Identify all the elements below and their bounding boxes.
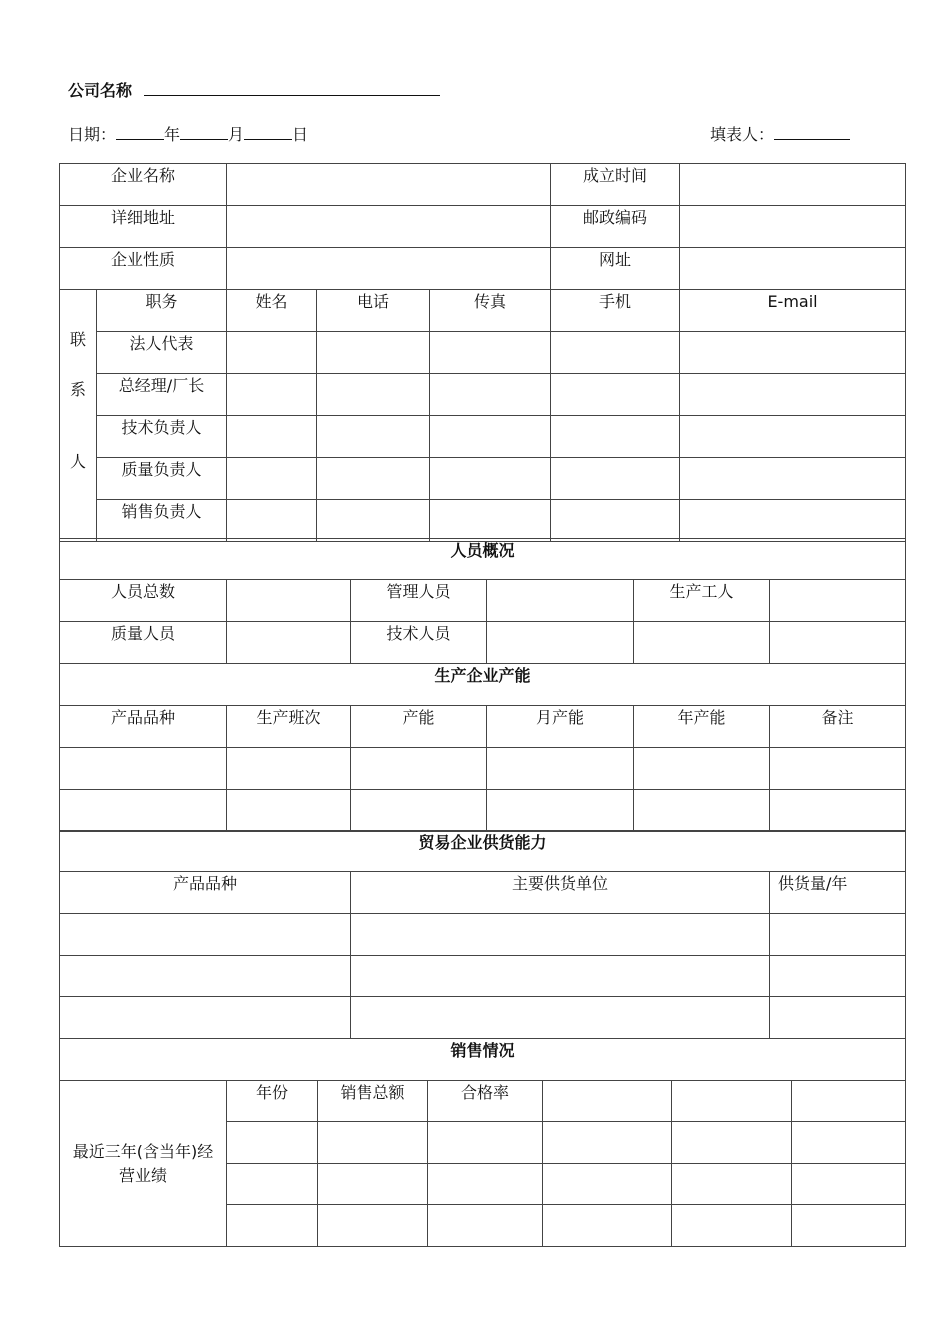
sales-header-cell: 年份: [227, 1081, 318, 1122]
contacts-role-cell: 法人代表: [97, 332, 227, 374]
contacts-input[interactable]: [430, 416, 551, 458]
contacts-input[interactable]: [680, 416, 906, 458]
filler-line: [710, 122, 850, 145]
contacts-role-cell: 总经理/厂长: [97, 374, 227, 416]
production-input[interactable]: [770, 748, 906, 790]
contacts-header-cell: 传真: [430, 290, 551, 332]
staff-total-input[interactable]: [227, 580, 351, 622]
staff-workers-input[interactable]: [770, 580, 906, 622]
contacts-input[interactable]: [227, 332, 317, 374]
address-input[interactable]: [227, 206, 551, 248]
sales-header-cell: 销售总额: [318, 1081, 428, 1122]
staff-blank-cell[interactable]: [634, 622, 770, 664]
sales-input[interactable]: [672, 1164, 792, 1205]
production-input[interactable]: [227, 748, 351, 790]
sales-input[interactable]: [543, 1122, 672, 1164]
address-cell: 详细地址: [60, 206, 227, 248]
staff-management-input[interactable]: [487, 580, 634, 622]
contacts-input[interactable]: [551, 500, 680, 542]
basic-contacts-table: [59, 163, 906, 542]
established-input[interactable]: [680, 164, 906, 206]
trade-input[interactable]: [770, 956, 906, 997]
company-name-line: [68, 78, 440, 101]
contacts-char-2: 系: [69, 380, 86, 399]
year-label: 年: [164, 125, 181, 144]
trade-header-cell: 主要供货单位: [351, 872, 770, 914]
company-name-cell: 企业名称: [60, 164, 227, 206]
trade-table: [59, 830, 906, 1039]
production-input[interactable]: [770, 790, 906, 832]
staff-workers-label: 生产工人: [634, 580, 770, 622]
staff-section-title: 人员概况: [60, 539, 906, 580]
sales-table: [59, 1038, 906, 1247]
postcode-cell: 邮政编码: [551, 206, 680, 248]
trade-input[interactable]: [770, 997, 906, 1039]
staff-total-label: 人员总数: [60, 580, 227, 622]
sales-input[interactable]: [543, 1164, 672, 1205]
trade-header-cell: 产品品种: [60, 872, 351, 914]
established-cell: 成立时间: [551, 164, 680, 206]
contacts-input[interactable]: [680, 500, 906, 542]
staff-management-text: 管理人员: [386, 582, 451, 601]
sales-input[interactable]: [227, 1122, 318, 1164]
staff-management-label: [351, 580, 487, 622]
staff-production-table: [59, 538, 906, 832]
contacts-input[interactable]: [680, 458, 906, 500]
sales-input[interactable]: [792, 1205, 906, 1247]
sales-input[interactable]: [792, 1081, 906, 1122]
production-input[interactable]: [60, 790, 227, 832]
nature-cell: 企业性质: [60, 248, 227, 290]
contacts-header-cell: 职务: [97, 290, 227, 332]
contacts-input[interactable]: [317, 374, 430, 416]
contacts-header-cell: 姓名: [227, 290, 317, 332]
contacts-input[interactable]: [317, 416, 430, 458]
sales-input[interactable]: [227, 1205, 318, 1247]
contacts-input[interactable]: [317, 500, 430, 542]
trade-input[interactable]: [60, 997, 351, 1039]
trade-input[interactable]: [60, 956, 351, 997]
contacts-input[interactable]: [680, 374, 906, 416]
day-blank[interactable]: [244, 125, 292, 140]
staff-quality-label: 质量人员: [60, 622, 227, 664]
sales-input[interactable]: [792, 1122, 906, 1164]
production-input[interactable]: [634, 748, 770, 790]
company-name-input[interactable]: [227, 164, 551, 206]
date-label: 日期：: [68, 125, 117, 144]
production-input[interactable]: [351, 748, 487, 790]
sales-input[interactable]: [672, 1081, 792, 1122]
sales-input[interactable]: [227, 1164, 318, 1205]
contacts-input[interactable]: [430, 374, 551, 416]
production-input[interactable]: [634, 790, 770, 832]
production-input[interactable]: [227, 790, 351, 832]
sales-input[interactable]: [672, 1122, 792, 1164]
contacts-input[interactable]: [551, 374, 680, 416]
staff-technical-input[interactable]: [487, 622, 634, 664]
production-input[interactable]: [487, 748, 634, 790]
contacts-role-cell: 技术负责人: [97, 416, 227, 458]
trade-input[interactable]: [351, 956, 770, 997]
date-line: [68, 122, 308, 145]
contacts-input[interactable]: [430, 458, 551, 500]
website-input[interactable]: [680, 248, 906, 290]
contacts-header-cell: E-mail: [680, 290, 906, 332]
sales-input[interactable]: [428, 1164, 543, 1205]
contacts-char-1: 联: [69, 330, 86, 349]
contacts-input[interactable]: [551, 332, 680, 374]
trade-header-cell: 供货量/年: [770, 872, 906, 914]
production-header-cell: 备注: [770, 706, 906, 748]
production-header-cell: 年产能: [634, 706, 770, 748]
sales-input[interactable]: [672, 1205, 792, 1247]
month-blank[interactable]: [180, 125, 228, 140]
sales-input[interactable]: [318, 1122, 428, 1164]
sales-side-label: 最近三年(含当年)经营业绩: [60, 1081, 227, 1247]
contacts-input[interactable]: [227, 416, 317, 458]
sales-input[interactable]: [428, 1205, 543, 1247]
sales-input[interactable]: [318, 1205, 428, 1247]
production-header-cell: 生产班次: [227, 706, 351, 748]
trade-section-title: 贸易企业供货能力: [60, 831, 906, 872]
trade-input[interactable]: [351, 914, 770, 956]
contacts-side-label: [60, 290, 97, 542]
trade-input[interactable]: [770, 914, 906, 956]
production-header-cell: 月产能: [487, 706, 634, 748]
contacts-input[interactable]: [680, 332, 906, 374]
production-input[interactable]: [351, 790, 487, 832]
sales-input[interactable]: [428, 1122, 543, 1164]
production-header-cell: 产能: [351, 706, 487, 748]
day-label: 日: [292, 125, 309, 144]
contacts-input[interactable]: [227, 458, 317, 500]
sales-input[interactable]: [543, 1081, 672, 1122]
contacts-header-cell: 手机: [551, 290, 680, 332]
sales-input[interactable]: [792, 1164, 906, 1205]
year-blank[interactable]: [116, 125, 164, 140]
filler-label: 填表人：: [710, 125, 775, 144]
staff-blank-cell[interactable]: [770, 622, 906, 664]
staff-quality-input[interactable]: [227, 622, 351, 664]
contacts-input[interactable]: [551, 458, 680, 500]
website-cell: 网址: [551, 248, 680, 290]
sales-input[interactable]: [543, 1205, 672, 1247]
production-section-title: 生产企业产能: [60, 664, 906, 706]
contacts-input[interactable]: [227, 500, 317, 542]
sales-header-cell: 合格率: [428, 1081, 543, 1122]
nature-input[interactable]: [227, 248, 551, 290]
contacts-input[interactable]: [430, 332, 551, 374]
contacts-header-cell: 电话: [317, 290, 430, 332]
contacts-role-cell: 销售负责人: [97, 500, 227, 542]
month-label: 月: [228, 125, 245, 144]
contacts-input[interactable]: [551, 416, 680, 458]
production-input[interactable]: [487, 790, 634, 832]
trade-input[interactable]: [351, 997, 770, 1039]
filler-blank[interactable]: [774, 125, 850, 140]
contacts-input[interactable]: [227, 374, 317, 416]
contacts-input[interactable]: [317, 458, 430, 500]
contacts-role-cell: 质量负责人: [97, 458, 227, 500]
production-input[interactable]: [60, 748, 227, 790]
postcode-input[interactable]: [680, 206, 906, 248]
contacts-input[interactable]: [430, 500, 551, 542]
company-name-label: 公司名称: [68, 81, 133, 100]
sales-input[interactable]: [318, 1164, 428, 1205]
contacts-input[interactable]: [317, 332, 430, 374]
sales-section-title: 销售情况: [60, 1039, 906, 1081]
trade-input[interactable]: [60, 914, 351, 956]
company-name-blank[interactable]: [144, 81, 440, 96]
staff-technical-label: 技术人员: [351, 622, 487, 664]
contacts-char-3: 人: [69, 452, 86, 471]
production-header-cell: 产品品种: [60, 706, 227, 748]
